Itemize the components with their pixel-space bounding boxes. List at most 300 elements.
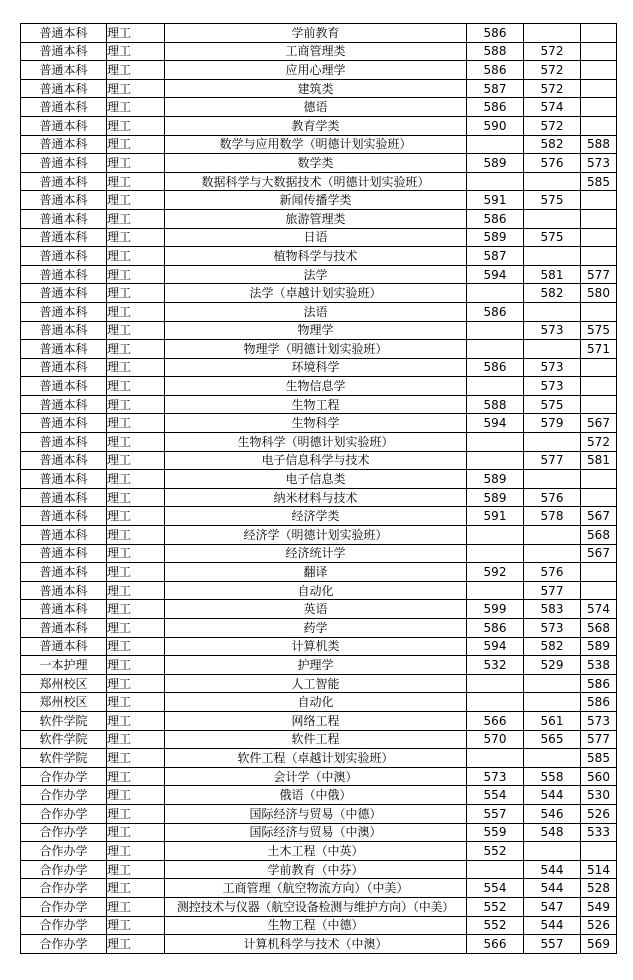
major-name-cell: 建筑类 (165, 79, 467, 98)
score-cell-3 (581, 42, 617, 61)
subject-category-cell: 理工 (107, 470, 165, 489)
subject-category-cell: 理工 (107, 674, 165, 693)
subject-category-cell: 理工 (107, 544, 165, 563)
score-cell-2: 577 (524, 451, 581, 470)
score-cell-1: 589 (467, 470, 524, 489)
score-cell-2 (524, 24, 581, 43)
table-row (21, 767, 617, 786)
score-cell-1: 566 (467, 935, 524, 954)
score-cell-1 (467, 135, 524, 154)
enrollment-type-cell: 合作办学 (21, 842, 107, 861)
major-name-cell: 数学类 (165, 154, 467, 173)
score-cell-2: 546 (524, 804, 581, 823)
score-cell-2 (524, 693, 581, 712)
score-cell-3: 549 (581, 897, 617, 916)
subject-category-cell: 理工 (107, 433, 165, 452)
score-cell-1: 594 (467, 265, 524, 284)
major-name-cell: 网络工程 (165, 711, 467, 730)
score-cell-1 (467, 377, 524, 396)
score-cell-1: 586 (467, 209, 524, 228)
major-name-cell: 经济学类 (165, 507, 467, 526)
score-cell-3: 585 (581, 172, 617, 191)
enrollment-type-cell: 合作办学 (21, 897, 107, 916)
enrollment-type-cell: 普通本科 (21, 581, 107, 600)
score-cell-1: 589 (467, 228, 524, 247)
major-name-cell: 翻译 (165, 563, 467, 582)
major-name-cell: 学前教育 (165, 24, 467, 43)
subject-category-cell: 理工 (107, 98, 165, 117)
enrollment-type-cell: 普通本科 (21, 600, 107, 619)
major-name-cell: 物理学（明德计划实验班） (165, 340, 467, 359)
enrollment-type-cell: 普通本科 (21, 563, 107, 582)
table-row (21, 414, 617, 433)
score-cell-3: 526 (581, 916, 617, 935)
enrollment-type-cell: 合作办学 (21, 860, 107, 879)
subject-category-cell: 理工 (107, 897, 165, 916)
enrollment-type-cell: 普通本科 (21, 172, 107, 191)
score-cell-1 (467, 451, 524, 470)
score-cell-3: 569 (581, 935, 617, 954)
major-name-cell: 国际经济与贸易（中德） (165, 804, 467, 823)
score-cell-1: 589 (467, 154, 524, 173)
subject-category-cell: 理工 (107, 600, 165, 619)
score-cell-3: 568 (581, 526, 617, 545)
score-cell-3 (581, 79, 617, 98)
score-cell-2 (524, 842, 581, 861)
score-cell-3: 588 (581, 135, 617, 154)
subject-category-cell: 理工 (107, 228, 165, 247)
major-name-cell: 生物工程 (165, 395, 467, 414)
subject-category-cell: 理工 (107, 24, 165, 43)
major-name-cell: 学前教育（中芬） (165, 860, 467, 879)
table-row (21, 879, 617, 898)
score-cell-1: 591 (467, 191, 524, 210)
enrollment-type-cell: 普通本科 (21, 61, 107, 80)
major-name-cell: 环境科学 (165, 358, 467, 377)
score-cell-1 (467, 693, 524, 712)
score-cell-2: 581 (524, 265, 581, 284)
score-cell-2: 582 (524, 135, 581, 154)
table-row (21, 42, 617, 61)
table-row (21, 302, 617, 321)
enrollment-type-cell: 普通本科 (21, 433, 107, 452)
major-name-cell: 物理学 (165, 321, 467, 340)
enrollment-type-cell: 普通本科 (21, 135, 107, 154)
subject-category-cell: 理工 (107, 879, 165, 898)
score-cell-1: 590 (467, 116, 524, 135)
subject-category-cell: 理工 (107, 302, 165, 321)
score-cell-1: 587 (467, 247, 524, 266)
major-name-cell: 药学 (165, 619, 467, 638)
major-name-cell: 新闻传播学类 (165, 191, 467, 210)
subject-category-cell: 理工 (107, 377, 165, 396)
table-row (21, 154, 617, 173)
table-row (21, 711, 617, 730)
subject-category-cell: 理工 (107, 730, 165, 749)
enrollment-type-cell: 普通本科 (21, 488, 107, 507)
subject-category-cell: 理工 (107, 581, 165, 600)
subject-category-cell: 理工 (107, 637, 165, 656)
score-cell-1: 532 (467, 656, 524, 675)
table-row (21, 135, 617, 154)
score-cell-2: 575 (524, 191, 581, 210)
score-cell-3 (581, 116, 617, 135)
major-name-cell: 生物科学 (165, 414, 467, 433)
table-row (21, 935, 617, 954)
score-cell-3 (581, 488, 617, 507)
major-name-cell: 日语 (165, 228, 467, 247)
table-row (21, 98, 617, 117)
major-name-cell: 计算机类 (165, 637, 467, 656)
subject-category-cell: 理工 (107, 42, 165, 61)
subject-category-cell: 理工 (107, 935, 165, 954)
table-row (21, 693, 617, 712)
enrollment-type-cell: 普通本科 (21, 24, 107, 43)
subject-category-cell: 理工 (107, 656, 165, 675)
enrollment-type-cell: 普通本科 (21, 395, 107, 414)
enrollment-type-cell: 合作办学 (21, 786, 107, 805)
score-cell-1: 557 (467, 804, 524, 823)
enrollment-type-cell: 普通本科 (21, 637, 107, 656)
enrollment-type-cell: 普通本科 (21, 451, 107, 470)
score-cell-1: 552 (467, 842, 524, 861)
table-row (21, 674, 617, 693)
major-name-cell: 会计学（中澳） (165, 767, 467, 786)
table-row (21, 804, 617, 823)
subject-category-cell: 理工 (107, 209, 165, 228)
score-cell-1 (467, 526, 524, 545)
table-row (21, 116, 617, 135)
subject-category-cell: 理工 (107, 488, 165, 507)
score-cell-3: 528 (581, 879, 617, 898)
table-row (21, 488, 617, 507)
score-cell-3 (581, 470, 617, 489)
score-cell-3: 571 (581, 340, 617, 359)
score-cell-3: 577 (581, 730, 617, 749)
major-name-cell: 自动化 (165, 693, 467, 712)
major-name-cell: 法学（卓越计划实验班） (165, 284, 467, 303)
score-cell-2 (524, 526, 581, 545)
enrollment-type-cell: 普通本科 (21, 377, 107, 396)
score-cell-3: 526 (581, 804, 617, 823)
enrollment-type-cell: 普通本科 (21, 526, 107, 545)
score-cell-2: 572 (524, 116, 581, 135)
score-cell-3: 560 (581, 767, 617, 786)
score-cell-2 (524, 470, 581, 489)
subject-category-cell: 理工 (107, 563, 165, 582)
enrollment-type-cell: 合作办学 (21, 767, 107, 786)
table-row (21, 637, 617, 656)
table-row (21, 600, 617, 619)
enrollment-type-cell: 郑州校区 (21, 693, 107, 712)
subject-category-cell: 理工 (107, 79, 165, 98)
enrollment-type-cell: 普通本科 (21, 98, 107, 117)
score-cell-2: 578 (524, 507, 581, 526)
table-row (21, 470, 617, 489)
score-cell-2: 583 (524, 600, 581, 619)
score-cell-2: 572 (524, 79, 581, 98)
major-name-cell: 生物科学（明德计划实验班） (165, 433, 467, 452)
subject-category-cell: 理工 (107, 804, 165, 823)
score-cell-3: 574 (581, 600, 617, 619)
table-row (21, 395, 617, 414)
score-cell-1 (467, 860, 524, 879)
major-name-cell: 数学与应用数学（明德计划实验班） (165, 135, 467, 154)
score-cell-3 (581, 61, 617, 80)
score-cell-3: 573 (581, 154, 617, 173)
major-name-cell: 经济学（明德计划实验班） (165, 526, 467, 545)
enrollment-type-cell: 普通本科 (21, 414, 107, 433)
table-row (21, 507, 617, 526)
score-cell-2: 529 (524, 656, 581, 675)
score-cell-1 (467, 749, 524, 768)
table-row (21, 209, 617, 228)
score-cell-3 (581, 563, 617, 582)
enrollment-type-cell: 合作办学 (21, 804, 107, 823)
score-cell-1: 586 (467, 358, 524, 377)
score-cell-1: 566 (467, 711, 524, 730)
score-cell-2: 561 (524, 711, 581, 730)
table-row (21, 79, 617, 98)
enrollment-type-cell: 普通本科 (21, 228, 107, 247)
major-name-cell: 护理学 (165, 656, 467, 675)
score-cell-3 (581, 358, 617, 377)
subject-category-cell: 理工 (107, 340, 165, 359)
major-name-cell: 纳米材料与技术 (165, 488, 467, 507)
score-cell-1: 586 (467, 98, 524, 117)
score-cell-3: 567 (581, 414, 617, 433)
subject-category-cell: 理工 (107, 507, 165, 526)
score-cell-2 (524, 340, 581, 359)
score-cell-3: 589 (581, 637, 617, 656)
score-cell-3 (581, 209, 617, 228)
score-cell-1: 559 (467, 823, 524, 842)
major-name-cell: 英语 (165, 600, 467, 619)
score-cell-3: 567 (581, 544, 617, 563)
subject-category-cell: 理工 (107, 265, 165, 284)
table-row (21, 656, 617, 675)
score-cell-1: 587 (467, 79, 524, 98)
subject-category-cell: 理工 (107, 916, 165, 935)
score-cell-3 (581, 228, 617, 247)
major-name-cell: 工商管理类 (165, 42, 467, 61)
enrollment-type-cell: 软件学院 (21, 730, 107, 749)
table-row (21, 563, 617, 582)
table-row (21, 451, 617, 470)
score-cell-3 (581, 247, 617, 266)
subject-category-cell: 理工 (107, 321, 165, 340)
score-cell-2 (524, 302, 581, 321)
score-cell-3: 585 (581, 749, 617, 768)
score-cell-3 (581, 24, 617, 43)
table-row (21, 526, 617, 545)
score-cell-2: 575 (524, 395, 581, 414)
score-cell-3: 514 (581, 860, 617, 879)
enrollment-type-cell: 普通本科 (21, 154, 107, 173)
score-cell-2: 572 (524, 42, 581, 61)
major-name-cell: 法学 (165, 265, 467, 284)
table-row (21, 619, 617, 638)
score-cell-2: 574 (524, 98, 581, 117)
major-name-cell: 测控技术与仪器（航空设备检测与维护方向）（中美） (165, 897, 467, 916)
subject-category-cell: 理工 (107, 135, 165, 154)
score-cell-1: 570 (467, 730, 524, 749)
score-cell-1 (467, 340, 524, 359)
major-name-cell: 旅游管理类 (165, 209, 467, 228)
score-cell-3: 530 (581, 786, 617, 805)
subject-category-cell: 理工 (107, 711, 165, 730)
score-cell-2: 547 (524, 897, 581, 916)
score-cell-2 (524, 247, 581, 266)
score-cell-3: 567 (581, 507, 617, 526)
enrollment-type-cell: 普通本科 (21, 42, 107, 61)
enrollment-type-cell: 普通本科 (21, 116, 107, 135)
major-name-cell: 人工智能 (165, 674, 467, 693)
enrollment-type-cell: 普通本科 (21, 209, 107, 228)
table-row (21, 24, 617, 43)
subject-category-cell: 理工 (107, 823, 165, 842)
subject-category-cell: 理工 (107, 414, 165, 433)
enrollment-type-cell: 软件学院 (21, 711, 107, 730)
score-cell-2: 544 (524, 879, 581, 898)
score-cell-3: 568 (581, 619, 617, 638)
enrollment-type-cell: 普通本科 (21, 619, 107, 638)
major-name-cell: 国际经济与贸易（中澳） (165, 823, 467, 842)
enrollment-type-cell: 普通本科 (21, 507, 107, 526)
table-row (21, 265, 617, 284)
score-cell-3 (581, 395, 617, 414)
score-cell-1: 589 (467, 488, 524, 507)
major-name-cell: 俄语（中俄） (165, 786, 467, 805)
major-name-cell: 应用心理学 (165, 61, 467, 80)
score-cell-3: 581 (581, 451, 617, 470)
score-cell-3: 533 (581, 823, 617, 842)
table-row (21, 581, 617, 600)
major-name-cell: 软件工程 (165, 730, 467, 749)
score-cell-2: 573 (524, 619, 581, 638)
score-cell-2: 544 (524, 916, 581, 935)
subject-category-cell: 理工 (107, 116, 165, 135)
score-cell-2 (524, 674, 581, 693)
subject-category-cell: 理工 (107, 619, 165, 638)
score-cell-1: 586 (467, 619, 524, 638)
subject-category-cell: 理工 (107, 284, 165, 303)
score-cell-3 (581, 302, 617, 321)
table-row (21, 172, 617, 191)
score-cell-3: 573 (581, 711, 617, 730)
table-row (21, 433, 617, 452)
score-cell-1: 599 (467, 600, 524, 619)
major-name-cell: 自动化 (165, 581, 467, 600)
subject-category-cell: 理工 (107, 154, 165, 173)
score-cell-2: 575 (524, 228, 581, 247)
major-name-cell: 经济统计学 (165, 544, 467, 563)
table-row (21, 730, 617, 749)
enrollment-type-cell: 合作办学 (21, 916, 107, 935)
score-cell-1: 573 (467, 767, 524, 786)
score-cell-3 (581, 191, 617, 210)
score-cell-2: 576 (524, 154, 581, 173)
table-row (21, 284, 617, 303)
score-cell-3: 586 (581, 674, 617, 693)
score-cell-2: 573 (524, 321, 581, 340)
enrollment-type-cell: 普通本科 (21, 265, 107, 284)
major-name-cell: 教育学类 (165, 116, 467, 135)
score-cell-1: 594 (467, 637, 524, 656)
table-row (21, 842, 617, 861)
subject-category-cell: 理工 (107, 526, 165, 545)
enrollment-type-cell: 软件学院 (21, 749, 107, 768)
enrollment-type-cell: 普通本科 (21, 470, 107, 489)
score-cell-2 (524, 544, 581, 563)
enrollment-type-cell: 合作办学 (21, 879, 107, 898)
subject-category-cell: 理工 (107, 172, 165, 191)
score-cell-1 (467, 321, 524, 340)
score-cell-1: 554 (467, 879, 524, 898)
admission-score-table (20, 23, 617, 954)
enrollment-type-cell: 郑州校区 (21, 674, 107, 693)
enrollment-type-cell: 普通本科 (21, 284, 107, 303)
table-body (21, 24, 617, 954)
enrollment-type-cell: 合作办学 (21, 823, 107, 842)
table-row (21, 860, 617, 879)
score-cell-1 (467, 433, 524, 452)
subject-category-cell: 理工 (107, 247, 165, 266)
subject-category-cell: 理工 (107, 191, 165, 210)
score-cell-2: 579 (524, 414, 581, 433)
score-cell-2: 576 (524, 488, 581, 507)
table-row (21, 786, 617, 805)
score-cell-1: 594 (467, 414, 524, 433)
score-cell-2: 577 (524, 581, 581, 600)
score-cell-1: 586 (467, 61, 524, 80)
score-cell-2: 565 (524, 730, 581, 749)
major-name-cell: 生物信息学 (165, 377, 467, 396)
subject-category-cell: 理工 (107, 358, 165, 377)
score-cell-3: 577 (581, 265, 617, 284)
table-row (21, 61, 617, 80)
subject-category-cell: 理工 (107, 749, 165, 768)
major-name-cell: 生物工程（中德） (165, 916, 467, 935)
score-cell-3: 538 (581, 656, 617, 675)
table-row (21, 749, 617, 768)
major-name-cell: 软件工程（卓越计划实验班） (165, 749, 467, 768)
score-cell-3 (581, 377, 617, 396)
enrollment-type-cell: 普通本科 (21, 247, 107, 266)
score-cell-1: 552 (467, 916, 524, 935)
score-cell-2 (524, 749, 581, 768)
table-row (21, 191, 617, 210)
score-cell-1: 591 (467, 507, 524, 526)
score-cell-3 (581, 581, 617, 600)
enrollment-type-cell: 普通本科 (21, 321, 107, 340)
score-cell-2: 544 (524, 860, 581, 879)
subject-category-cell: 理工 (107, 842, 165, 861)
score-cell-2 (524, 172, 581, 191)
score-cell-1: 588 (467, 42, 524, 61)
score-cell-2: 548 (524, 823, 581, 842)
score-cell-2: 558 (524, 767, 581, 786)
score-cell-2 (524, 433, 581, 452)
subject-category-cell: 理工 (107, 767, 165, 786)
score-cell-2 (524, 209, 581, 228)
score-cell-3 (581, 842, 617, 861)
score-cell-1 (467, 674, 524, 693)
major-name-cell: 工商管理（航空物流方向）（中美） (165, 879, 467, 898)
score-cell-1 (467, 544, 524, 563)
score-cell-2: 573 (524, 377, 581, 396)
score-cell-2: 582 (524, 284, 581, 303)
